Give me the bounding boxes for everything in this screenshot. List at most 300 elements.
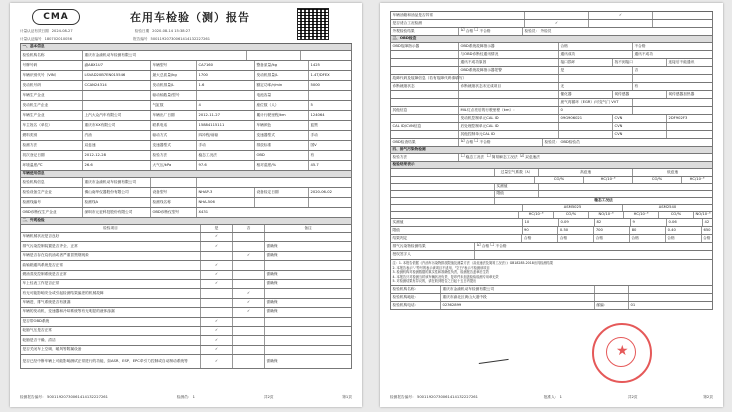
cell: 双怠速: [83, 141, 151, 150]
obd-row: [390, 115, 713, 123]
cell: 650: [703, 227, 711, 232]
inspector-name: 外检员: [540, 28, 552, 33]
cell: 合格: [666, 235, 702, 242]
cell: [559, 131, 613, 138]
cell: CVN: [613, 115, 667, 122]
appearance-row: [20, 252, 352, 261]
cell: 车辆识别代号（VIN）: [21, 71, 83, 80]
cell: 02362899: [441, 302, 595, 309]
page2-table: [390, 11, 713, 310]
cell: [265, 336, 351, 344]
appearance-row: [20, 346, 352, 355]
transient-title: 稳态工况法: [594, 198, 613, 203]
col-header: ASM2540: [658, 205, 677, 210]
cell: 变速器型式: [255, 131, 309, 140]
check-row: [390, 12, 713, 20]
cell: 是否关闭车上空调、暖风等附属设备: [21, 346, 201, 354]
cell: [633, 75, 712, 82]
cell: [595, 294, 629, 301]
meta-label: 计量认证编号: [20, 37, 42, 41]
basic-info-row: [20, 91, 352, 101]
basic-info-row: [20, 151, 352, 161]
cell: [301, 51, 351, 60]
checkbox-icon[interactable]: ☐: [460, 154, 465, 160]
checked-box-icon[interactable]: ☑: [460, 139, 465, 145]
cell: 电池容量: [255, 91, 309, 100]
col-header: 高怠速: [539, 169, 633, 176]
cell: [459, 91, 559, 98]
cell: 重庆市金渝机动车检测有限公司: [83, 178, 151, 187]
cell: 连接后不能通讯: [668, 59, 695, 64]
cell: 700: [594, 227, 630, 234]
org-rows: [390, 286, 713, 310]
cell: 124064: [310, 112, 325, 117]
inspector-name: OBD检验员: [560, 139, 580, 144]
cell: CAL ID/CVN信息: [391, 123, 459, 130]
cell: 深圳市元征科技股份有限公司: [83, 208, 151, 217]
section-title: 二、外观检验: [22, 218, 45, 223]
cell: 车辆油箱和油品是否异常: [391, 12, 525, 19]
org-row: [390, 302, 713, 310]
cell: 稳态工况法: [197, 151, 255, 160]
cell: [309, 198, 351, 207]
footer-page-number: 第2页: [703, 395, 713, 399]
cell: 1425: [310, 62, 320, 67]
meta-line-2: [20, 37, 213, 42]
cell: 座位数（人）: [255, 101, 309, 110]
pass-label: 合格: [465, 139, 474, 144]
cell: 额定功率/r/min: [255, 81, 309, 90]
transient-head-row: [390, 205, 713, 212]
inspector-label: 检验员：: [544, 139, 560, 144]
method-options[interactable]: [459, 154, 712, 161]
cell: 通讯不成功原因: [459, 59, 559, 66]
method-option: 稳态工况法: [465, 154, 485, 159]
obd-row: [390, 75, 713, 83]
appearance-row: [20, 233, 352, 242]
result-options[interactable]: [459, 139, 543, 146]
cell: 合格: [559, 43, 633, 50]
cell: 0: [559, 107, 633, 114]
cell: [559, 123, 613, 130]
cell: [247, 51, 301, 60]
cell: 催化器: [559, 91, 613, 98]
cell: [83, 91, 151, 100]
cell: 1700: [197, 71, 255, 80]
cell: 重庆市金渝机动车检测有限公司: [83, 51, 247, 60]
qr-code: [297, 8, 329, 40]
cell: 其他控制单元CAL ID: [459, 131, 559, 138]
cell: 需确保: [266, 243, 278, 248]
cell: [629, 286, 712, 293]
cell: [233, 280, 265, 288]
section-header: [20, 171, 352, 178]
appearance-row: [20, 242, 352, 251]
cell: OBD: [255, 151, 309, 160]
signature: [477, 349, 508, 364]
transient-row: [390, 227, 713, 235]
section-header: [390, 147, 713, 154]
report-page-2: [380, 3, 723, 407]
cell: 发动机控制单元CAL ID: [459, 115, 559, 122]
cell: 设备检定日期: [255, 188, 309, 197]
result-options[interactable]: [459, 28, 523, 35]
cell: [633, 107, 712, 114]
meta-line-1: [20, 29, 193, 34]
cell: 需确保: [266, 271, 278, 276]
cell: 检验机构电话：: [391, 302, 441, 309]
cell: 26.6: [83, 161, 151, 170]
cell: 邮编：: [595, 302, 629, 309]
col-header: 是: [201, 225, 233, 232]
cell: [391, 131, 459, 138]
org-row: [390, 286, 713, 294]
appearance-row: [20, 336, 352, 345]
page-footer: [20, 395, 352, 400]
cell: 是: [559, 67, 633, 74]
emission-result-row: [390, 243, 713, 251]
basic-info-row: [20, 71, 352, 81]
cell: 是否带OBD系统: [21, 318, 201, 326]
cell: [391, 59, 459, 66]
cell: 最大总质量/kg: [151, 71, 197, 80]
checkbox-icon[interactable]: ☐: [490, 243, 495, 249]
result-label: 排气污染物检测结果: [391, 243, 475, 250]
cell: OBD诊断仪型号: [151, 208, 197, 217]
cell: [233, 271, 265, 279]
cell: 曲轴箱通风系统是否正常: [21, 261, 201, 269]
col-header: ASM5025: [523, 205, 623, 211]
cell: 合格: [594, 235, 630, 242]
col-header: CO/%: [535, 177, 584, 183]
notes-block: [390, 260, 713, 286]
cell: 需确保: [266, 281, 278, 286]
cell: 初次登记日期: [21, 151, 83, 160]
cell: [525, 12, 589, 19]
cell: LSVAD20B7EN015546: [83, 71, 151, 80]
basic-info-row: [20, 141, 352, 151]
cell: 检验设备生产企业: [21, 188, 83, 197]
cell: 轮胎是否干燥、清洁: [21, 336, 201, 344]
cell: 车辆生产企业: [21, 111, 83, 120]
cell: [265, 233, 351, 241]
cell: CVN: [613, 123, 667, 130]
cell: NHA-506: [197, 198, 255, 207]
cell: ✓: [525, 20, 589, 27]
cell: 车主姓名（单位）: [21, 121, 83, 130]
section-title: 车辆使用信息: [22, 171, 45, 176]
cell: 氧传感器加热器: [668, 91, 695, 96]
cell: [309, 91, 351, 100]
cell: 联系电话: [151, 121, 197, 130]
owner-info-row: [20, 188, 352, 198]
check-row: [390, 20, 713, 28]
row-label: 实测值: [495, 184, 539, 190]
cell: 气缸数: [151, 101, 197, 110]
org-row: [390, 294, 713, 302]
cell: OBD故障指示器: [391, 43, 459, 50]
cell: 合格: [630, 235, 666, 242]
appearance-row: [20, 355, 352, 369]
page1-table: [20, 43, 352, 369]
basic-info-rows: [20, 51, 352, 161]
cell: 限值: [391, 227, 523, 234]
pass-label: 合格: [465, 28, 474, 33]
result-row: [390, 184, 713, 191]
cell: 需确保: [266, 300, 278, 305]
cell: [667, 131, 712, 138]
transient-row: [390, 219, 713, 227]
footer-approver: 批准人： 1: [543, 395, 563, 399]
cell: 变速器型式: [151, 141, 197, 150]
col-header: CO/%: [554, 212, 589, 218]
col-header: 备注: [304, 225, 312, 230]
cell: 2012-11-27: [197, 111, 255, 120]
cell: 发动机排量/L: [255, 71, 309, 80]
basic-info-row: [20, 111, 352, 121]
col-header: HC/10⁻⁶: [519, 212, 554, 218]
cell: [589, 20, 653, 27]
transient-rows: [390, 219, 713, 243]
cell: [391, 115, 459, 122]
section-header: [20, 44, 352, 51]
cell: [197, 178, 351, 187]
obd-row: [390, 91, 713, 99]
cell: [391, 51, 459, 58]
cell: 四冲程/前驱: [197, 131, 255, 140]
cell: 车辆是否存在烧机油或者严重冒黑烟现象: [21, 252, 201, 260]
pass-label: 合格: [481, 243, 490, 248]
cell: [151, 178, 197, 187]
owner-info-row: [20, 208, 352, 218]
note-line: 4. 本报告只对检测当时该车辆状况负责，复印件未加盖检验检测专用章无效: [392, 274, 499, 279]
cell: 5: [310, 102, 313, 107]
star-icon: ★: [616, 343, 629, 359]
continued-check-rows: [390, 12, 713, 28]
transient-subhead-row: [390, 212, 713, 219]
cell: [233, 346, 265, 354]
section-header: [390, 36, 713, 43]
cell: [201, 308, 233, 316]
cell: [459, 99, 559, 106]
fail-label: 不合格: [479, 28, 491, 33]
cell: OBD诊断仪生产企业: [21, 208, 83, 217]
checked-box-icon[interactable]: ☑: [460, 28, 465, 34]
cell: ✓: [201, 271, 233, 279]
cell: [633, 99, 712, 106]
cell: 蓝黑: [310, 122, 318, 127]
cell: 燃料类别: [21, 131, 83, 140]
cell: 结果判定: [391, 235, 522, 242]
cell: [233, 355, 265, 368]
cell: 合格: [703, 235, 711, 240]
appearance-row: [20, 261, 352, 270]
cell: [265, 261, 351, 269]
cell: 10: [523, 219, 559, 226]
cell: 实测值: [391, 219, 523, 226]
cell: 9: [631, 219, 667, 226]
cell: [233, 261, 265, 269]
appearance-row: [20, 327, 352, 336]
owner-info-row: [20, 178, 352, 188]
cell: 车辆出厂日期: [151, 111, 197, 120]
cell: [233, 318, 265, 326]
env-row: [20, 161, 352, 171]
meta-label: 报告编号: [133, 37, 148, 41]
cell: 80: [630, 227, 666, 234]
footer-page-number: 第1页: [342, 395, 352, 399]
cell: 有无可能影响安全或引起检测结果偏差的机械故障: [21, 289, 201, 297]
cell: ✓: [233, 289, 265, 297]
checkbox-icon[interactable]: ☐: [486, 154, 491, 160]
transient-title-row: [390, 198, 713, 205]
cell: 车辆生产企业: [21, 91, 83, 100]
basic-info-row: [20, 131, 352, 141]
obd-rows: [390, 43, 713, 139]
note-line: 3. 检测机构对检测数据的真实性和准确性负责，检测报告盖章后生效: [392, 270, 489, 275]
cell: 2012-12-28: [83, 151, 151, 160]
cell: 大气压/kPa: [151, 161, 197, 170]
cell: 车辆型号: [151, 61, 197, 70]
basic-info-row: [20, 81, 352, 91]
cell: 废气再循环（EGR）/可变气门 VVT: [559, 99, 633, 106]
col-header: 低怠速: [666, 169, 679, 174]
note-line: 5. 对检测结果有异议的，请在收到报告之日起十五日内提出: [392, 279, 477, 284]
appearance-row: [20, 308, 352, 317]
cell: 后处理控制单元CAL ID: [459, 123, 559, 130]
checkbox-icon[interactable]: ☐: [474, 28, 479, 34]
fail-label: 不合格: [479, 139, 491, 144]
cell: OBD系统故障指示器报警: [459, 67, 559, 74]
basic-info-row: [20, 101, 352, 111]
cell: 不合格: [634, 43, 646, 48]
cell: 5000: [310, 82, 320, 87]
section-title: 四、排气污染物检测: [392, 147, 426, 152]
cma-logo: CMA: [32, 9, 80, 25]
cell: ✓: [201, 318, 233, 326]
obd-row: [390, 131, 713, 139]
cell: 发动机生产企业: [21, 101, 83, 110]
col-header: NO/10⁻⁶: [589, 212, 624, 218]
cell: [265, 318, 351, 326]
cell: [201, 252, 233, 260]
note-line: 注：1. 本报告依据《汽油车污染物排放限值及测量方法（双怠速法及简易工况法）》GB18285-2018出具检测结果: [392, 261, 553, 265]
method-option: 简易瞬态工况法: [491, 154, 518, 159]
cell: 合格: [522, 235, 558, 242]
cell: ✓: [589, 12, 653, 19]
meta-label: 检验日期: [134, 29, 150, 33]
cell: 汽油: [83, 131, 151, 140]
owner-info-rows: [20, 178, 352, 218]
checked-box-icon[interactable]: ☑: [519, 154, 524, 160]
cell: CCAN24314: [83, 81, 151, 90]
cell: MIL灯点亮后的行驶里程（km）：: [459, 107, 559, 114]
cell: 有: [310, 152, 315, 157]
method-row: [390, 154, 713, 162]
cell: 1.4T/DFEX: [310, 72, 330, 77]
cell: 发动机号码: [21, 81, 83, 90]
appearance-result-row: [390, 28, 713, 36]
cell: 检测方法: [21, 141, 83, 150]
cell: ✓: [233, 299, 265, 307]
cell: 发动机排量/L: [151, 81, 197, 90]
cell: 驱动轴数量/型号: [151, 91, 197, 100]
obd-row: [390, 83, 713, 91]
cell: 09G906021: [559, 115, 613, 122]
fail-label: 不合格: [495, 243, 507, 248]
cell: 其他信息: [391, 107, 459, 114]
cell: 渝A8X1U7: [83, 61, 151, 70]
cell: 设备型号: [151, 188, 197, 197]
checked-box-icon[interactable]: ☑: [476, 243, 481, 249]
cell: 重庆市渝北区黄山大道中段: [441, 294, 595, 301]
obd-row: [390, 123, 713, 131]
obd-row: [390, 99, 713, 107]
appearance-header-row: [20, 225, 352, 233]
cell: 合格: [558, 235, 594, 242]
obd-row: [390, 59, 713, 67]
cell: 通讯不成功: [634, 51, 653, 56]
cell: 整备质量/kg: [255, 61, 309, 70]
checkbox-icon[interactable]: ☐: [474, 139, 479, 145]
cell: NHAP-3: [197, 188, 255, 197]
cell: 检测线编号: [21, 198, 83, 207]
cell: 诊断就绪状态: [391, 83, 459, 90]
cell: [233, 336, 265, 344]
cell: 通讯成功: [559, 51, 633, 58]
col-header: NO/10⁻⁶: [695, 212, 711, 217]
cell: ✓: [201, 280, 233, 288]
cell: [667, 123, 712, 130]
basic-info-row: [20, 121, 352, 131]
cell: 轮胎气压是否正常: [21, 327, 201, 335]
section-header: [20, 218, 352, 225]
appearance-row: [20, 299, 352, 308]
obd-row: [390, 43, 713, 51]
cell: 4: [197, 101, 255, 110]
cell: 手动: [197, 141, 255, 150]
cell: 车上仪表工作是否正常: [21, 280, 201, 288]
footer-report-number: 检测报告编号： 50011920730061414132227261: [390, 395, 478, 399]
cell: 诊断就绪状态未完成项目: [459, 83, 559, 90]
footer-total-pages: 共2页: [627, 395, 638, 399]
cell: [201, 289, 233, 297]
cell: [391, 91, 459, 98]
cell: 重庆市XX有限公司: [83, 121, 151, 130]
cell: 需确保: [266, 358, 278, 363]
cell: OBD系统故障指示器: [459, 43, 559, 50]
cell: [233, 233, 265, 241]
report-page-1: [10, 3, 362, 407]
meta-label: 计量认证有效日期: [20, 29, 49, 33]
obd-row: [390, 51, 713, 59]
cell: [233, 327, 265, 335]
cell: 有: [634, 83, 639, 88]
section-header: [390, 162, 713, 169]
meta-value: 50011920730061414132227261: [150, 37, 210, 41]
cell: 接口损坏: [559, 59, 613, 66]
cell: ✓: [233, 252, 265, 260]
official-seal: [592, 323, 652, 383]
cell: 检测线A: [83, 198, 151, 207]
appearance-row: [20, 318, 352, 327]
result-options[interactable]: [475, 243, 712, 250]
cell: [265, 346, 351, 354]
cell: 01: [630, 302, 636, 307]
cell: 手动: [310, 132, 318, 137]
owner-info-row: [20, 198, 352, 208]
transient-row: [390, 235, 713, 243]
